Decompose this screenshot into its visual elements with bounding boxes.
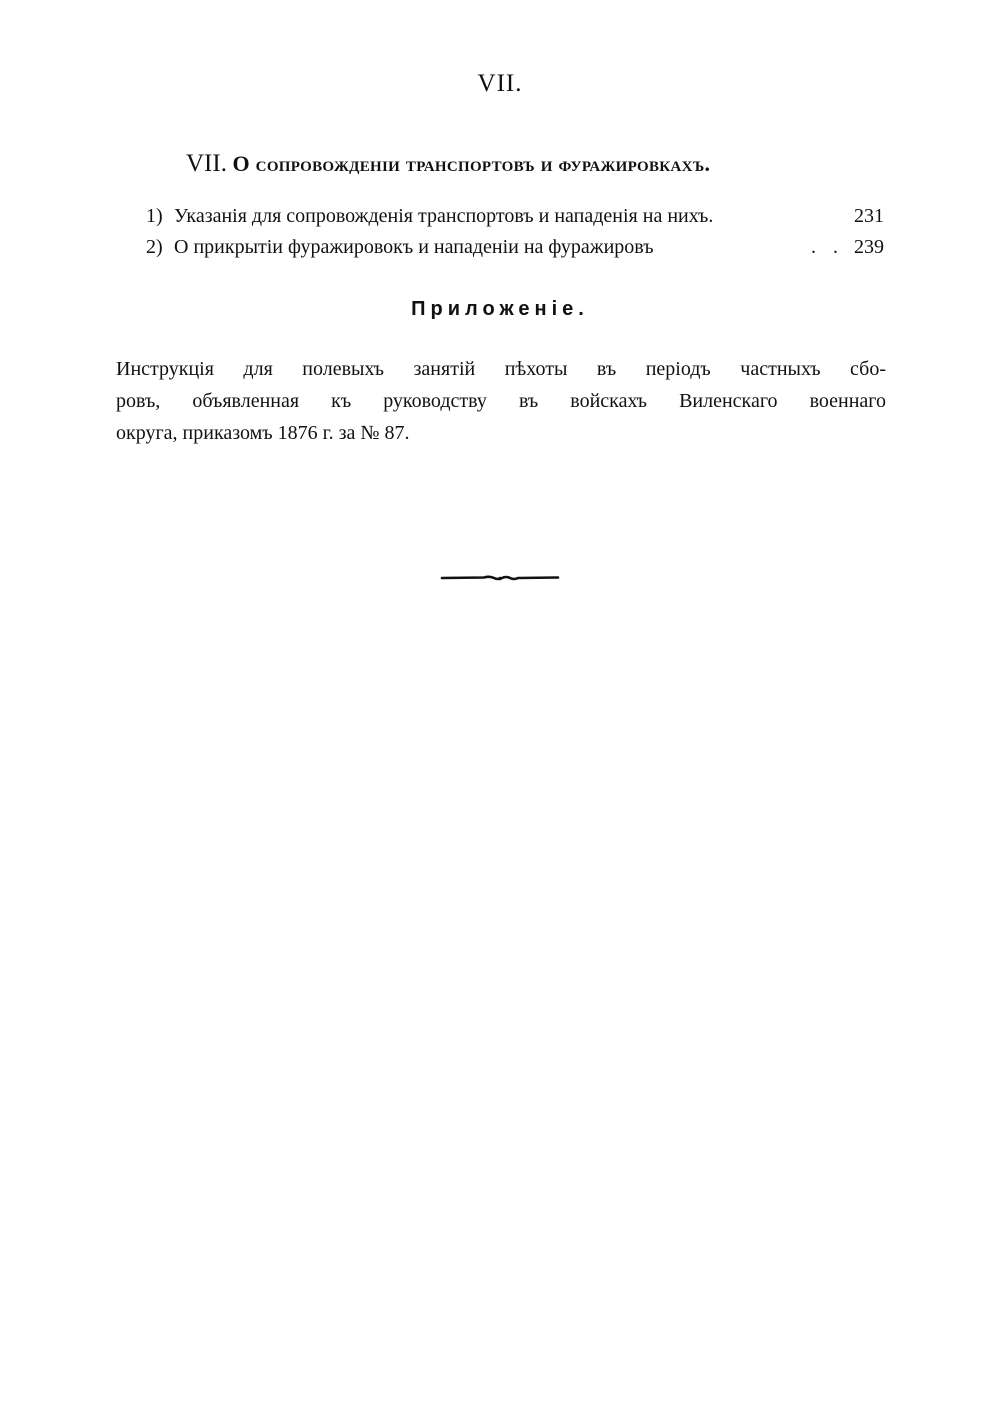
toc-entry-number: 2) bbox=[146, 236, 163, 258]
section-roman-numeral: VII. bbox=[186, 150, 227, 177]
toc-entry-page: 239 bbox=[854, 236, 884, 258]
appendix-line: округа, приказомъ 1876 г. за № 87. bbox=[116, 422, 410, 444]
page-number: VII. bbox=[477, 70, 523, 97]
appendix-heading: Приложеніе. bbox=[411, 298, 589, 320]
toc-entry-title: Указанія для сопровожденія транспортовъ и нападенія на нихъ. bbox=[174, 205, 714, 227]
appendix-line: Инструкція для полевыхъ занятій пѣхоты въ періодъ частныхъ сбо- bbox=[116, 358, 886, 380]
toc-entry-leader-dots: . . bbox=[811, 236, 844, 258]
toc-entry-number: 1) bbox=[146, 205, 163, 227]
appendix-line: ровъ, объявленная къ руководству въ войскахъ Виленскаго военнаго bbox=[116, 390, 886, 412]
toc-entry-title: О прикрытіи фуражировокъ и нападеніи на фуражировъ bbox=[174, 236, 654, 258]
ornamental-rule-icon bbox=[440, 568, 560, 588]
appendix-paragraph bbox=[116, 353, 886, 449]
table-of-contents bbox=[146, 205, 884, 267]
toc-entry-page: 231 bbox=[854, 205, 884, 227]
toc-entry bbox=[146, 205, 884, 236]
toc-entry bbox=[146, 236, 884, 267]
section-heading bbox=[186, 150, 826, 178]
section-title: О сопровожденіи транспортовъ и фуражировкахъ. bbox=[232, 151, 711, 176]
